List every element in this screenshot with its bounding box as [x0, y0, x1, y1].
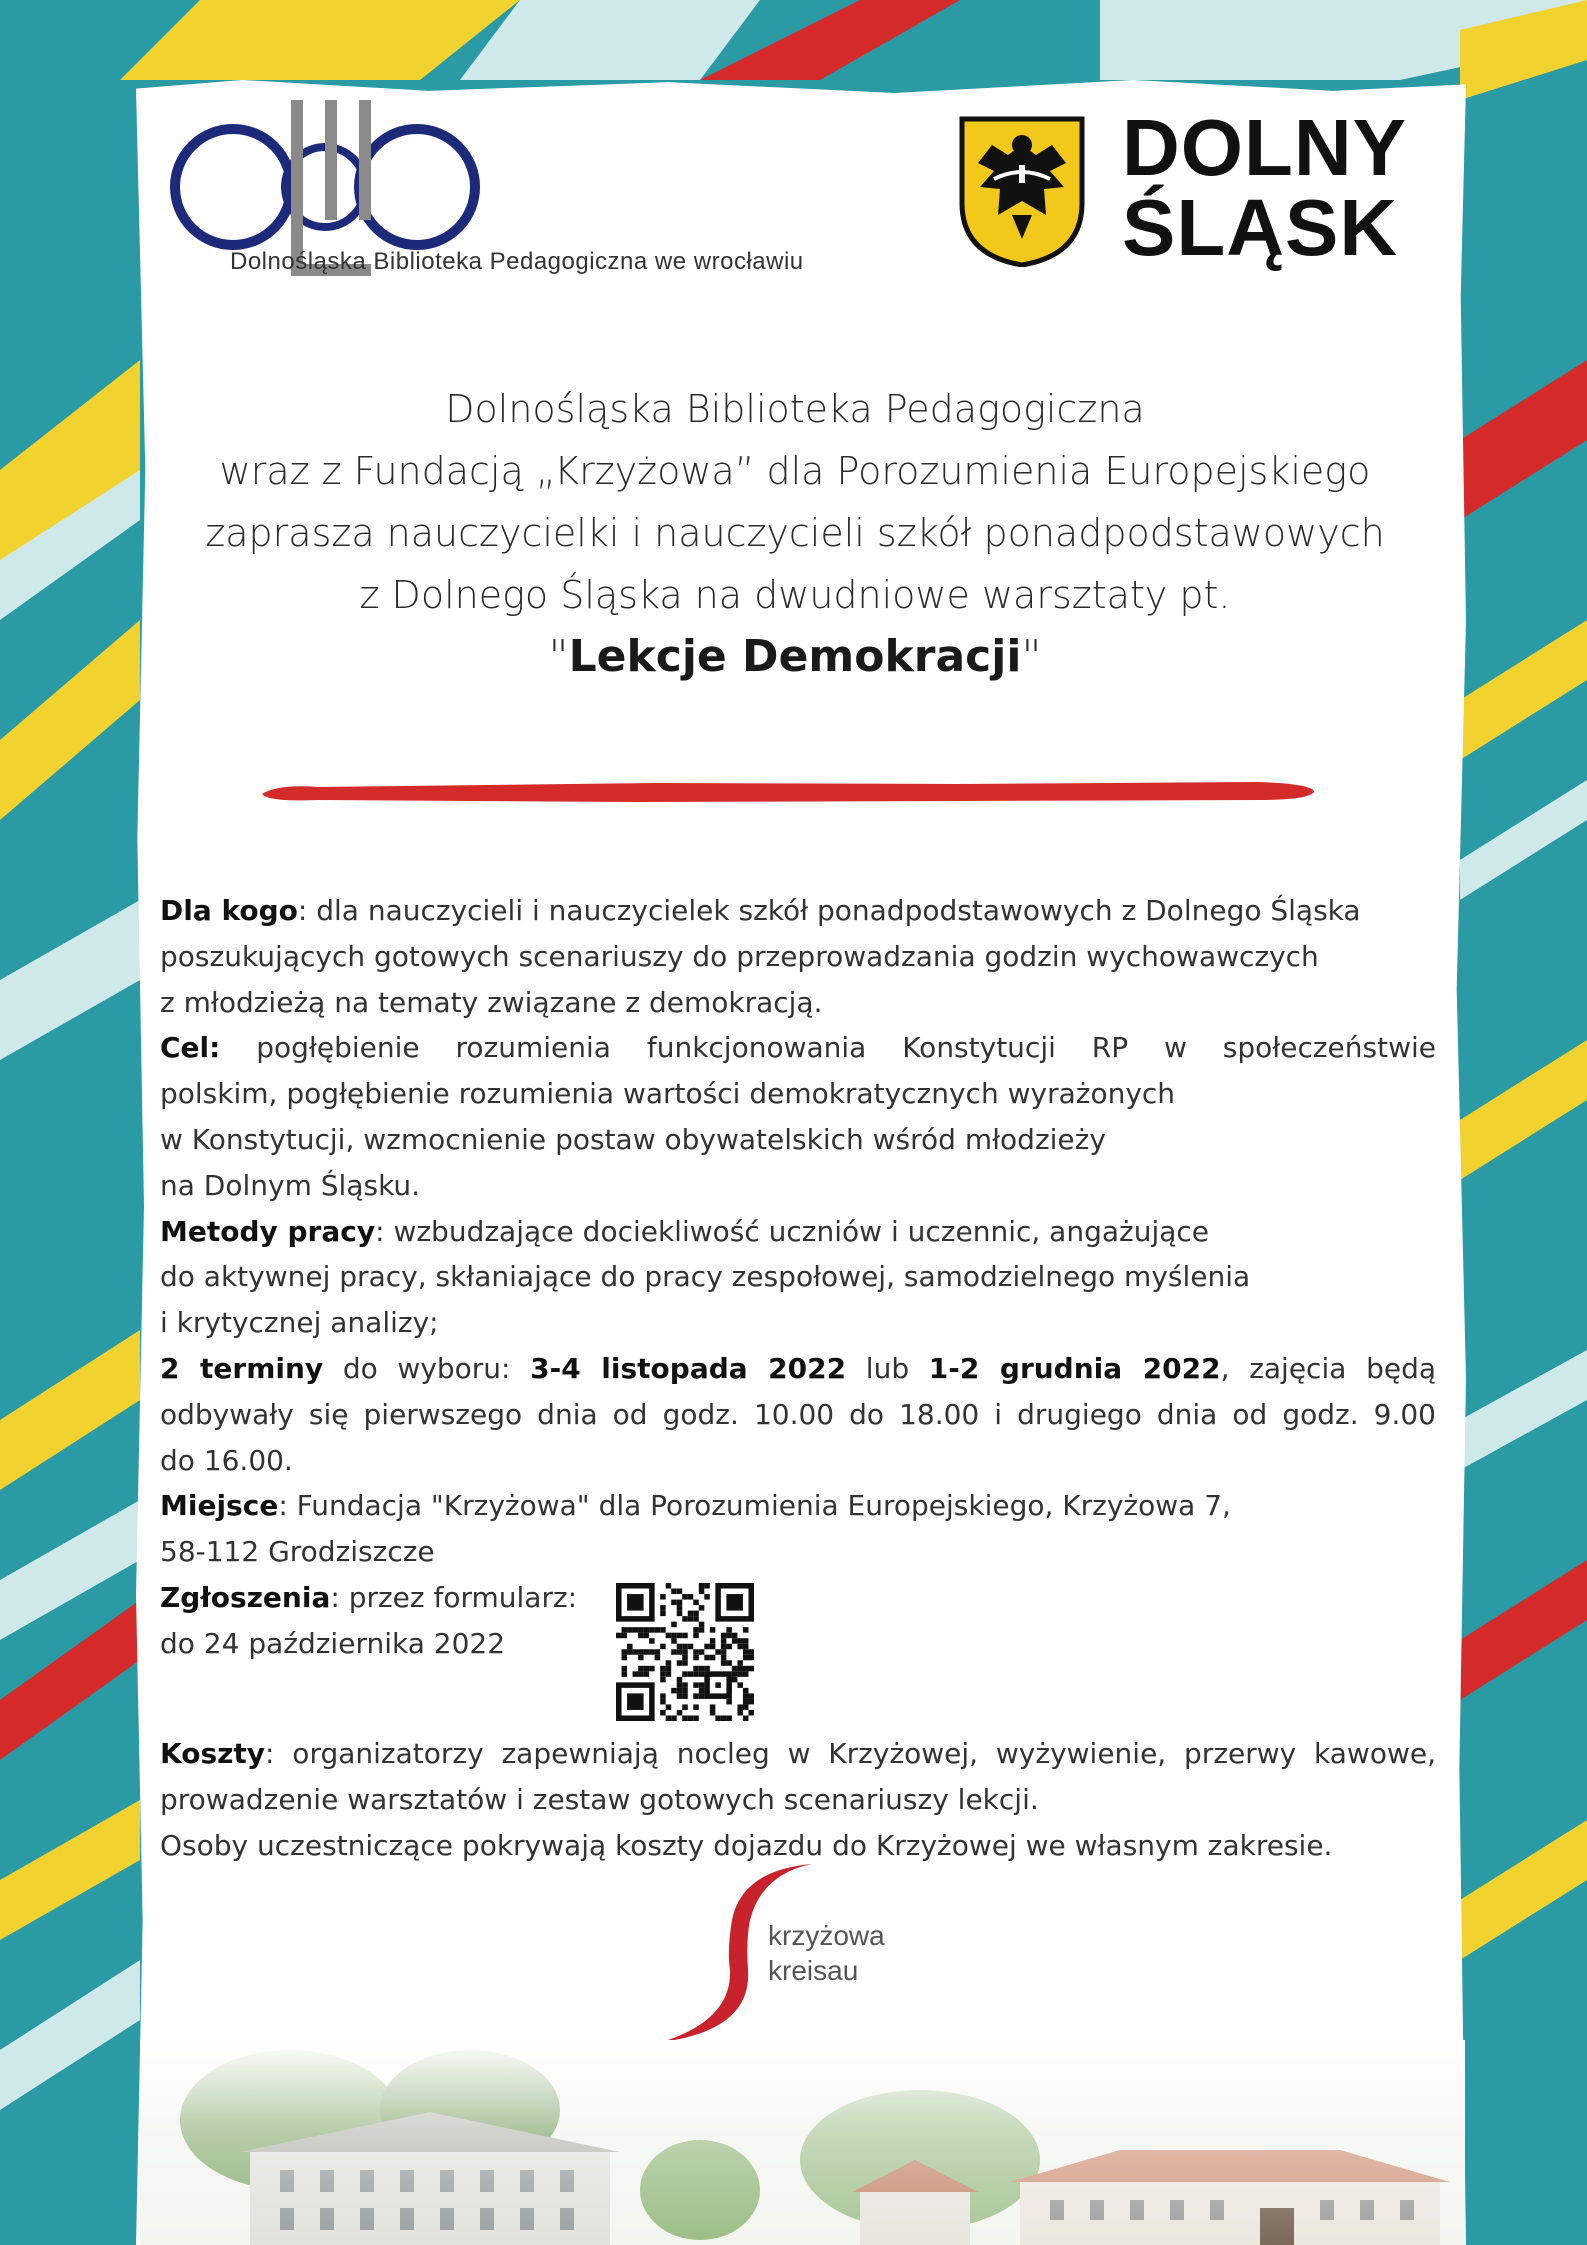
for-whom-text-1: : dla nauczycieli i nauczycielek szkół ponadpodstawowych z Dolnego Śląska — [297, 894, 1361, 927]
methods-text-1: : wzbudzające dociekliwość uczniów i uczennic, angażujące — [375, 1214, 1209, 1248]
title-text: Lekcje Demokracji — [568, 631, 1022, 682]
signup-block — [160, 1575, 1436, 1717]
methods-line-3: i krytycznej analizy; — [160, 1306, 439, 1340]
lower-silesia-crest-icon — [958, 115, 1086, 267]
for-whom-line-1 — [160, 888, 1436, 934]
signup-line-2: do 24 października 2022 — [160, 1626, 506, 1660]
dates-line-2: odbywały się pierwszego dnia od godz. 10.00 do 18.00 i drugiego dnia od godz. 9.00 — [160, 1397, 1436, 1431]
for-whom-line-2: poszukujących gotowych scenariuszy do przeprowadzania godzin wychowawczych — [160, 939, 1319, 973]
goal-label: Cel: — [160, 1031, 221, 1065]
signup-line-1 — [160, 1575, 577, 1621]
costs-text-1: : organizatorzy zapewniają nocleg w Krzyżowej, wyżywienie, przerwy kawowe, — [265, 1736, 1436, 1770]
goal-line-2: polskim, pogłębienie rozumienia wartości demokratycznych wyrażonych — [160, 1077, 1176, 1111]
goal-line-3: w Konstytucji, wzmocnienie postaw obywatelskich wśród młodzieży — [160, 1122, 1106, 1156]
place-label: Miejsce — [160, 1489, 279, 1523]
for-whom-line-3: z młodzieżą na tematy związane z demokracją. — [160, 985, 823, 1019]
region-logo-line1: DOLNY — [1122, 103, 1407, 192]
costs-line-2: prowadzenie warsztatów i zestaw gotowych scenariuszy lekcji. — [160, 1782, 1039, 1816]
dates-line-1 — [160, 1346, 1436, 1392]
signup-text-1: : przez formularz: — [330, 1580, 578, 1614]
title-quote-close: " — [1021, 631, 1042, 682]
intro-line-1: Dolnośląska Biblioteka Pedagogiczna — [445, 387, 1145, 431]
intro-line-2: wraz z Fundacją „Krzyżowa” dla Porozumienia Europejskiego — [219, 449, 1371, 493]
costs-line-3: Osoby uczestniczące pokrywają koszty dojazdu do Krzyżowej we własnym zakresie. — [160, 1828, 1333, 1862]
goal-line-4: na Dolnym Śląsku. — [160, 1168, 421, 1202]
intro-line-4: z Dolnego Śląska na dwudniowe warsztaty pt. — [359, 573, 1231, 617]
methods-line-1 — [160, 1209, 1436, 1255]
goal-line-1 — [160, 1025, 1436, 1071]
dates-line-3: do 16.00. — [160, 1443, 293, 1477]
workshop-details — [160, 888, 1436, 1868]
methods-line-2: do aktywnej pracy, skłaniające do pracy zespołowej, samodzielnego myślenia — [160, 1260, 1251, 1294]
dates-text-2: lub — [846, 1351, 929, 1385]
region-logo-text — [1122, 103, 1407, 272]
library-logo-caption: Dolnośląska Biblioteka Pedagogiczna we wrocławiu — [230, 248, 804, 275]
place-line-2: 58-112 Grodziszcze — [160, 1535, 435, 1569]
krzyzowa-logo-line1: krzyżowa — [768, 1920, 885, 1951]
dates-label: 2 terminy — [160, 1351, 324, 1385]
qr-code-icon[interactable] — [616, 1583, 754, 1721]
intro-text — [150, 378, 1440, 688]
intro-line-3: zaprasza nauczycielki i nauczycieli szkół ponadpodstawowych — [205, 511, 1385, 555]
methods-label: Metody pracy — [160, 1214, 376, 1248]
date-option-1: 3-4 listopada 2022 — [530, 1351, 847, 1385]
date-option-2: 1-2 grudnia 2022 — [928, 1351, 1221, 1385]
workshop-title — [150, 626, 1440, 688]
costs-block — [160, 1731, 1436, 1868]
for-whom-label: Dla kogo — [160, 894, 298, 927]
signup-label: Zgłoszenia — [160, 1580, 331, 1614]
costs-line-1 — [160, 1731, 1436, 1777]
place-line-1 — [160, 1483, 1436, 1529]
krzyzowa-logo-line2: kreisau — [768, 1955, 859, 1986]
goal-text-1: pogłębienie rozumienia funkcjonowania Konstytucji RP w społeczeństwie — [220, 1031, 1436, 1065]
place-text-1: : Fundacja "Krzyżowa" dla Porozumienia Europejskiego, Krzyżowa 7, — [278, 1489, 1231, 1523]
region-logo-line2: ŚLĄSK — [1122, 183, 1399, 272]
dates-text-3: , zajęcia będą — [1220, 1351, 1436, 1385]
dates-text-1: do wyboru: — [323, 1351, 531, 1385]
costs-label: Koszty — [160, 1736, 266, 1770]
title-quote-open: " — [548, 631, 569, 682]
krzyzowa-palace-photo — [140, 2040, 1465, 2245]
signup-text — [160, 1575, 577, 1667]
red-brush-divider — [258, 778, 1318, 806]
krzyzowa-logo-icon — [652, 1860, 892, 2045]
